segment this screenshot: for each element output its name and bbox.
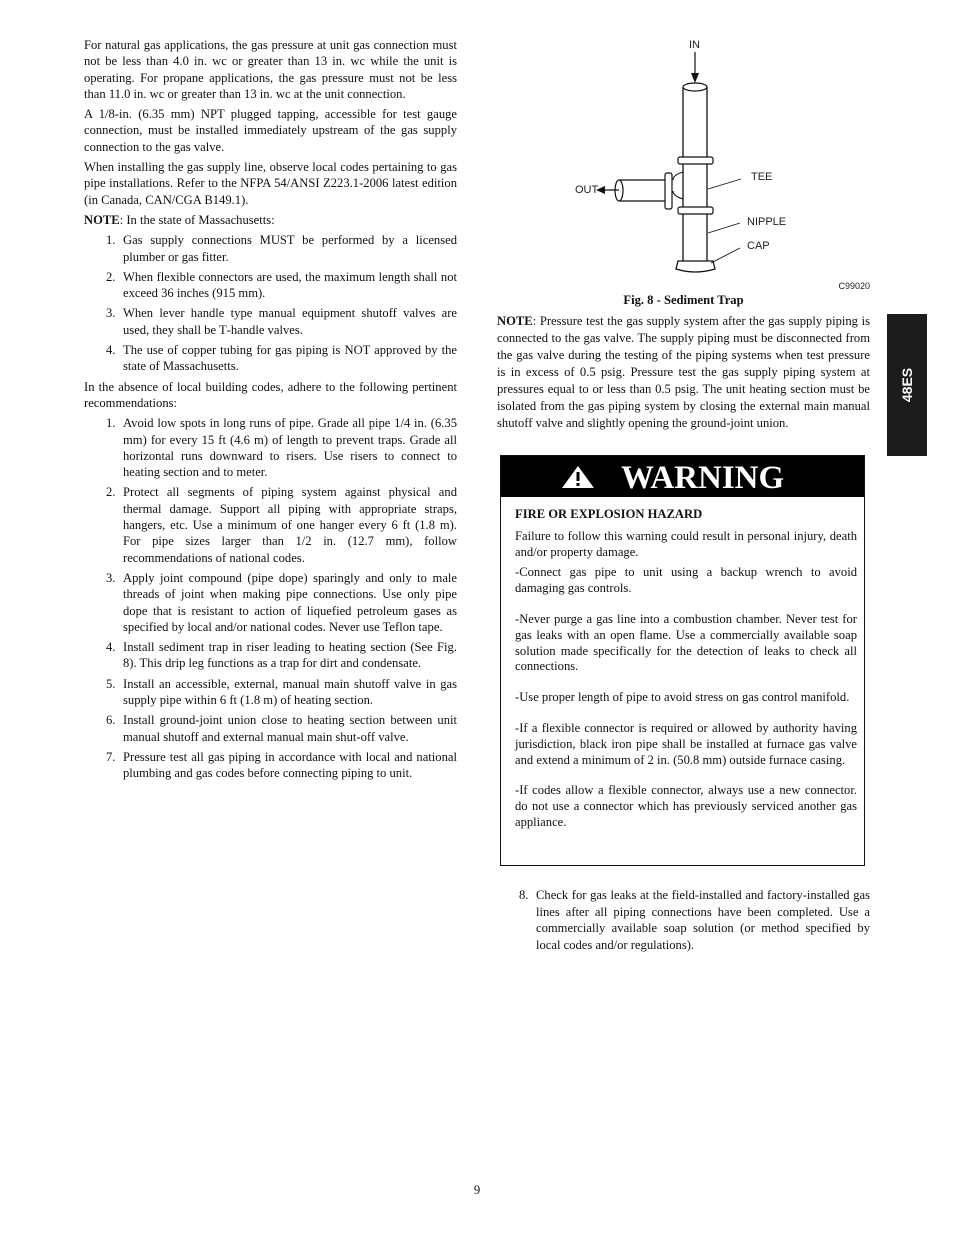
list-item: 4. Install sediment trap in riser leading to heating section (See Fig. 8). This drip leg functions as a trap for dirt and condensate. (106, 640, 457, 671)
warning-item: ‑Use proper length of pipe to avoid stress on gas control manifold. (515, 690, 850, 705)
warning-item: ‑If codes allow a flexible connector, always use a new connector. do not use a connector which has previously serviced another gas appliance. (515, 783, 857, 829)
list-item: 1. Avoid low spots in long runs of pipe. Grade all pipe 1/4 in. (6.35 mm) for every 15 ft (4.6 m) of length to prevent traps. Grade all horizontal runs downward to risers. Use risers to connect to heating section and to meter. (106, 416, 457, 480)
figure-code: C99020 (838, 281, 870, 291)
list-item: 3. When lever handle type manual equipment shutoff valves are used, they shall be T‑handle valves. (106, 306, 457, 337)
warning-intro: Failure to follow this warning could result in personal injury, death and/or property damage. (515, 528, 857, 559)
note-label: NOTE (497, 314, 533, 328)
warning-title: WARNING (621, 460, 785, 496)
list-item: 7. Pressure test all gas piping in accordance with local and national plumbing and gas codes before connecting piping to unit. (106, 749, 457, 781)
figure-caption: Fig. 8 ‑ Sediment Trap (623, 293, 744, 307)
recommendations-intro: In the absence of local building codes, adhere to the following pertinent recommendations: (84, 379, 457, 410)
note-text: : In the state of Massachusetts: (119, 212, 275, 227)
hazard-heading: FIRE OR EXPLOSION HAZARD (515, 507, 703, 521)
tee-label: TEE (751, 171, 773, 183)
right-column (497, 313, 870, 436)
list-item: 6. Install ground‑joint union close to heating section between unit manual shutoff and external manual main shut‑off valve. (106, 713, 457, 744)
out-label: OUT (575, 184, 599, 196)
list-item: 2. Protect all segments of piping system against physical and thermal damage. Support all piping with appropriate straps, hangers, etc. Use a minimum of one hanger every 6 ft (1.8 m). For pipe sizes larger than 1/2 in. (12.7 mm), follow recommendations of national codes. (106, 485, 457, 565)
npt-tapping-paragraph: A 1/8‑in. (6.35 mm) NPT plugged tapping, accessible for test gauge connection, must be installed immediately upstream of the gas supply connection to the gas valve. (84, 107, 457, 154)
gas-pressure-paragraph: For natural gas applications, the gas pressure at unit gas connection must not be less than 4.0 in. wc or greater than 13 in. wc while the unit is operating. For propane applications, the gas pressure must not be less than 11.0 in. wc or greater than 13 in. wc at the unit connection. (84, 38, 457, 101)
recommendations-list-continued (497, 887, 870, 953)
massachusetts-note (84, 212, 457, 228)
sediment-trap-figure (497, 37, 870, 293)
warning-item: ‑Connect gas pipe to unit using a backup wrench to avoid damaging gas controls. (515, 565, 857, 596)
left-column (84, 37, 457, 785)
model-label: 48ES (899, 367, 915, 403)
list-item: 3. Apply joint compound (pipe dope) sparingly and only to male threads of joint when making pipe connections. Use only pipe dope that is resistant to action of liquefied petroleum gases as specified by local and/or national codes. Never use Teflon tape. (106, 570, 457, 634)
sediment-trap-diagram (497, 37, 870, 293)
model-side-tab (887, 314, 927, 456)
step-8 (497, 887, 870, 957)
nipple-label: NIPPLE (747, 216, 787, 228)
list-item: 5. Install an accessible, external, manual main shutoff valve in gas supply pipe within 6 ft (1.8 m) of heating section. (106, 676, 457, 707)
list-item: 4. The use of copper tubing for gas piping is NOT approved by the state of Massachusetts. (106, 343, 457, 374)
in-label: IN (689, 39, 700, 51)
list-item: 2. When flexible connectors are used, the maximum length shall not exceed 36 inches (915 mm). (106, 269, 457, 301)
warning-item: ‑Never purge a gas line into a combustion chamber. Never test for gas leaks with an open flame. Use a commercially available soap solution made specifically for the detection of leaks to check all connections. (515, 611, 857, 674)
warning-item: ‑If a flexible connector is required or allowed by authority having jurisdiction, black iron pipe shall be installed at furnace gas valve and extend a minimum of 2 in. (50.8 mm) outside furnace casing. (515, 720, 857, 767)
warning-body (501, 497, 864, 831)
cap-label: CAP (747, 240, 770, 252)
massachusetts-list (84, 232, 457, 374)
page-number: 9 (473, 1183, 481, 1197)
warning-triangle-icon (561, 465, 595, 489)
recommendations-list (84, 415, 457, 781)
warning-box (500, 455, 865, 866)
list-item: 1. Gas supply connections MUST be performed by a licensed plumber or gas fitter. (106, 233, 457, 264)
note-label: NOTE (84, 212, 120, 227)
local-codes-paragraph: When installing the gas supply line, observe local codes pertaining to gas pipe installations. Refer to the NFPA 54/ANSI Z223.1‑2006 latest edition (in Canada, CAN/CGA B149.1). (84, 160, 457, 207)
warning-header (501, 456, 864, 497)
pressure-test-note (497, 313, 870, 432)
note-text: : Pressure test the gas supply system after the gas supply piping is connected to the gas valve. The supply piping must be disconnected from the gas valve during the testing of the piping systems when test pressure is in excess of 0.5 psig. Pressure test the gas supply piping system at pressures equal to or less than 0.5 psig. The unit heating section must be isolated from the gas piping system by closing the external main manual shutoff valve and slightly opening the ground‑joint union. (497, 314, 870, 430)
list-item: 8. Check for gas leaks at the field‑installed and factory‑installed gas lines after all piping connections have been completed. Use a commercially available soap solution (or method specified by local codes and/or regulations). (519, 888, 870, 952)
